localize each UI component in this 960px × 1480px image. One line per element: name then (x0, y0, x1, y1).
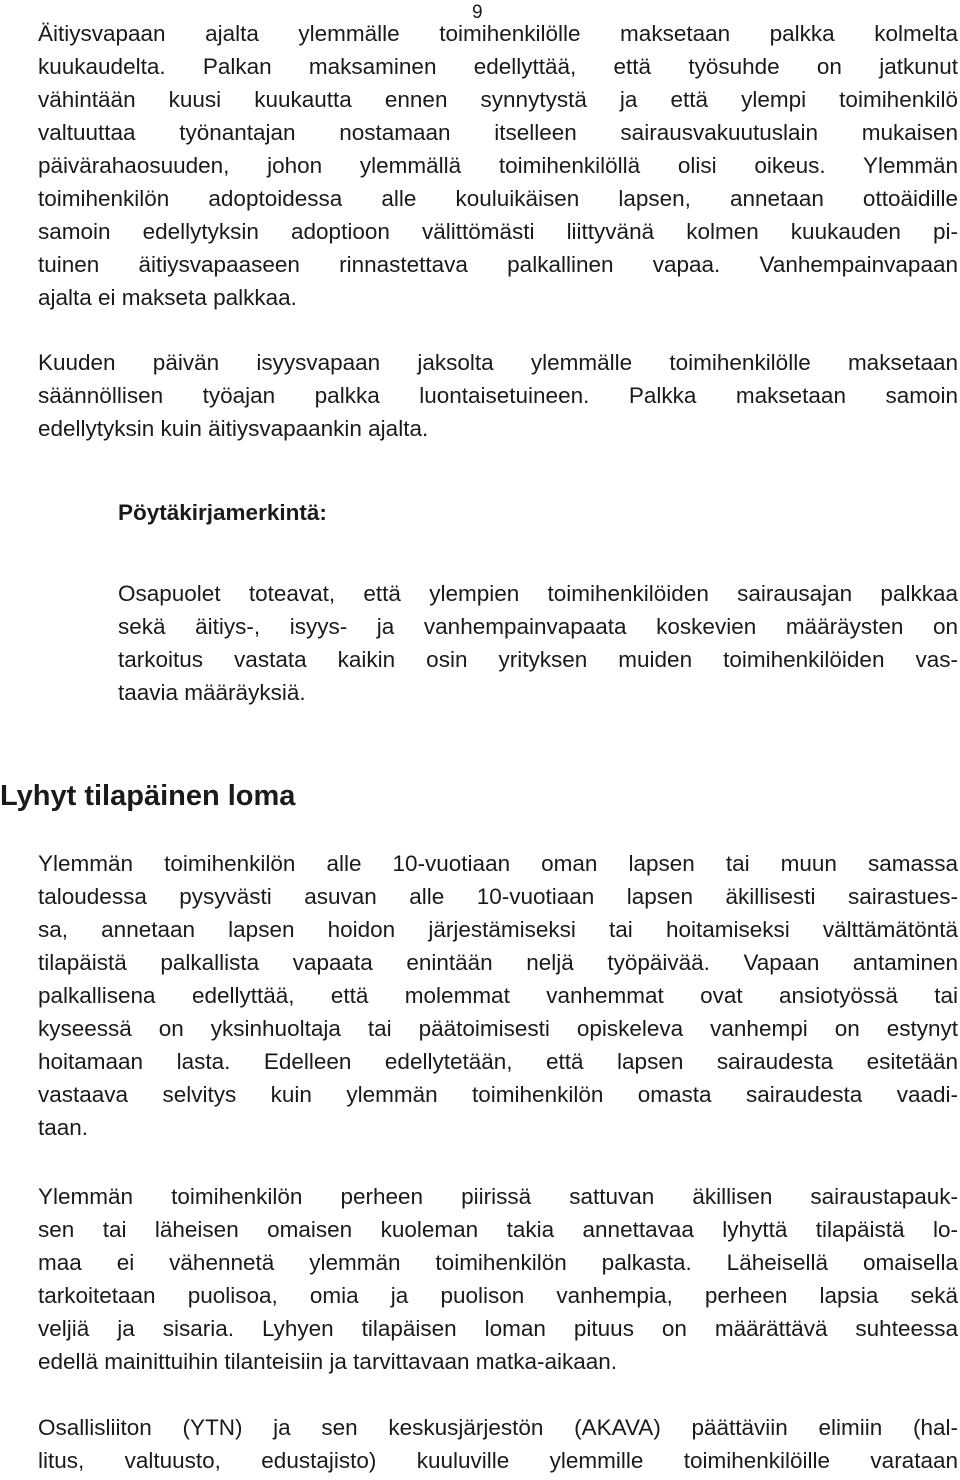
text-line: edellä mainittuihin tilanteisiin ja tarvittavaan matka-aikaan. (38, 1349, 618, 1374)
text-line: Kuuden päivän isyysvapaan jaksolta ylemmälle toimihenkilölle maksetaan (38, 350, 958, 375)
text-line: samoin edellytyksin adoptioon välittömästi liittyvänä kolmen kuukauden pi- (38, 219, 958, 244)
text-line: tarkoitus vastata kaikin osin yrityksen muiden toimihenkilöiden vas- (118, 647, 958, 672)
protocol-note-heading: Pöytäkirjamerkintä: (118, 500, 327, 525)
text-line: valtuuttaa työnantajan nostamaan itselleen sairausvakuutuslain mukaisen (38, 120, 958, 145)
text-line: vastaava selvitys kuin ylemmän toimihenkilön omasta sairaudesta vaadi- (38, 1082, 958, 1107)
text-line: sa, annetaan lapsen hoidon järjestämiseksi tai hoitamiseksi välttämätöntä (38, 917, 958, 942)
text-line: hoitamaan lasta. Edelleen edellytetään, että lapsen sairaudesta esitetään (38, 1049, 958, 1074)
text-line: kuukaudelta. Palkan maksaminen edellyttää, että työsuhde on jatkunut (38, 54, 958, 79)
text-line: toimihenkilön adoptoidessa alle kouluikäisen lapsen, annetaan ottoäidille (38, 186, 958, 211)
text-line: sen tai läheisen omaisen kuoleman takia annettavaa lyhyttä tilapäistä lo- (38, 1217, 958, 1242)
text-line: Osapuolet toteavat, että ylempien toimihenkilöiden sairausajan palkkaa (118, 581, 958, 606)
text-line: säännöllisen työajan palkka luontaisetuineen. Palkka maksetaan samoin (38, 383, 958, 408)
text-line: Osallisliiton (YTN) ja sen keskusjärjestön (AKAVA) päättäviin elimiin (hal- (38, 1415, 958, 1440)
text-line: päivärahaosuuden, johon ylemmällä toimihenkilöllä olisi oikeus. Ylemmän (38, 153, 958, 178)
text-line: taavia määräyksiä. (118, 680, 306, 705)
text-line: tarkoitetaan puolisoa, omia ja puolison vanhempia, perheen lapsia sekä (38, 1283, 958, 1308)
text-line: tuinen äitiysvapaaseen rinnastettava palkallinen vapaa. Vanhempainvapaan (38, 252, 958, 277)
text-line: vähintään kuusi kuukautta ennen synnytystä ja että ylempi toimihenkilö (38, 87, 958, 112)
text-line: veljiä ja sisaria. Lyhyen tilapäisen loman pituus on määrättävä suhteessa (38, 1316, 958, 1341)
section-title: Lyhyt tilapäinen loma (0, 780, 296, 812)
text-line: kyseessä on yksinhuoltaja tai päätoimisesti opiskeleva vanhempi on estynyt (38, 1016, 958, 1041)
page-number: 9 (472, 2, 483, 23)
text-line: Äitiysvapaan ajalta ylemmälle toimihenkilölle maksetaan palkka kolmelta (38, 21, 958, 46)
text-line: maa ei vähennetä ylemmän toimihenkilön palkasta. Läheisellä omaisella (38, 1250, 958, 1275)
text-line: Ylemmän toimihenkilön alle 10-vuotiaan oman lapsen tai muun samassa (38, 851, 958, 876)
text-line: palkallisena edellyttää, että molemmat vanhemmat ovat ansiotyössä tai (38, 983, 958, 1008)
text-line: sekä äitiys-, isyys- ja vanhempainvapaata koskevien määräysten on (118, 614, 958, 639)
text-line: litus, valtuusto, edustajisto) kuuluville ylemmille toimihenkilöille varataan (38, 1448, 958, 1473)
text-line: tilapäistä palkallista vapaata enintään neljä työpäivää. Vapaan antaminen (38, 950, 958, 975)
text-line: edellytyksin kuin äitiysvapaankin ajalta. (38, 416, 429, 441)
text-line: taan. (38, 1115, 89, 1140)
text-line: taloudessa pysyvästi asuvan alle 10-vuotiaan lapsen äkillisesti sairastues- (38, 884, 958, 909)
text-line: ajalta ei makseta palkkaa. (38, 285, 297, 310)
text-line: Ylemmän toimihenkilön perheen piirissä sattuvan äkillisen sairaustapauk- (38, 1184, 958, 1209)
